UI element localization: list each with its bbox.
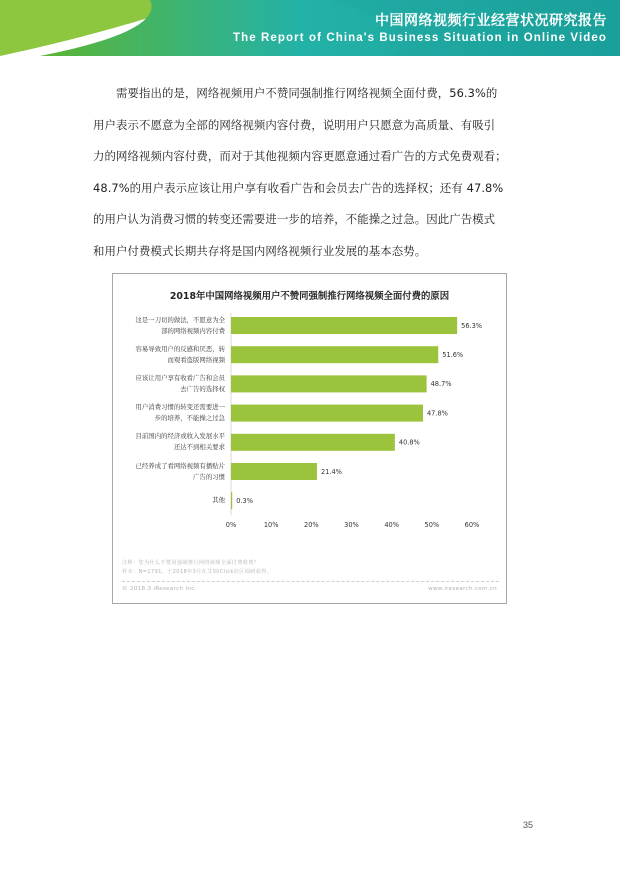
report-header bbox=[0, 0, 620, 56]
category-label-line: 部的网络视频内容付费 bbox=[161, 326, 225, 335]
category-label bbox=[116, 315, 225, 337]
body-line: 需要指出的是，网络视频用户不赞同强制推行网络视频全面付费，56.3%的 bbox=[116, 86, 498, 100]
data-label: 48.7% bbox=[430, 380, 452, 389]
data-label: 21.4% bbox=[320, 467, 342, 476]
x-tick-label: 60% bbox=[464, 521, 480, 529]
category-label bbox=[116, 402, 225, 424]
bar bbox=[231, 346, 438, 363]
body-line: 力的网络视频内容付费，而对于其他视频内容更愿意通过看广告的方式免费观看； bbox=[93, 149, 507, 163]
data-label: 0.3% bbox=[236, 497, 253, 505]
category-label-line: 步的培养，不能操之过急 bbox=[154, 414, 225, 423]
category-label-line: 用户消费习惯的转变还需要进一 bbox=[135, 403, 225, 412]
bar bbox=[231, 463, 317, 480]
report-title-cn: 中国网络视频行业经营状况研究报告 bbox=[375, 13, 607, 29]
x-tick-label: 10% bbox=[263, 521, 279, 529]
body-line: 用户表示不愿意为全部的网络视频内容付费，说明用户只愿意为高质量、有吸引 bbox=[93, 117, 496, 132]
data-label: 47.8% bbox=[426, 409, 448, 418]
data-label: 40.8% bbox=[398, 438, 420, 447]
category-label-line: 去广告的选择权 bbox=[180, 384, 225, 393]
x-tick-label: 30% bbox=[344, 521, 359, 529]
category-label bbox=[116, 344, 225, 366]
category-label bbox=[116, 461, 225, 483]
bar bbox=[231, 492, 232, 509]
report-title-en: The Report of China's Business Situation in Online Video bbox=[232, 32, 607, 44]
chart-title: 2018年中国网络视频用户不赞同强制推行网络视频全面付费的原因 bbox=[169, 291, 450, 302]
category-label-line: 容易导致用户的反感和厌恶，转 bbox=[135, 344, 225, 353]
body-line: 和用户付费模式长期共存将是国内网络视频行业发展的基本态势。 bbox=[93, 243, 427, 258]
x-tick-label: 40% bbox=[384, 521, 399, 529]
chart-note: 注释：您为什么不赞同强制推行网络视频全面付费收费？ bbox=[122, 560, 260, 566]
x-tick-label: 0% bbox=[225, 521, 237, 529]
category-label bbox=[116, 431, 225, 453]
website: www.iresearch.com.cn bbox=[428, 586, 497, 592]
chart-sample: 样本：N=1791，于2018年3月在艾瑞iClick社区调研获得。 bbox=[122, 569, 273, 575]
category-label-line: 其他 bbox=[212, 496, 225, 505]
data-label: 56.3% bbox=[461, 321, 483, 330]
category-label-line: 还达不到相关要求 bbox=[173, 443, 225, 452]
chart-figure bbox=[112, 273, 507, 604]
body-line: 48.7%的用户表示应该让用户享有收看广告和会员去广告的选择权；还有 47.8% bbox=[93, 180, 504, 195]
body-paragraph bbox=[93, 78, 543, 267]
divider bbox=[122, 581, 499, 582]
bar bbox=[231, 375, 427, 392]
data-label: 51.6% bbox=[442, 351, 464, 359]
category-label-line: 这是一刀切的做法，不愿意为全 bbox=[135, 315, 225, 324]
category-label-line: 而观看盗版网络视频 bbox=[167, 355, 225, 364]
bar bbox=[231, 405, 423, 422]
page-number: 35 bbox=[523, 820, 534, 830]
category-label bbox=[116, 495, 225, 506]
bar bbox=[231, 434, 395, 451]
category-label bbox=[116, 373, 225, 395]
body-line: 的用户认为消费习惯的转变还需要进一步的培养，不能操之过急。因此广告模式 bbox=[93, 212, 496, 226]
category-label-line: 已经养成了看网络视频有播贴片 bbox=[135, 461, 225, 470]
x-tick-label: 50% bbox=[424, 521, 440, 529]
x-tick-label: 20% bbox=[304, 521, 319, 529]
bar bbox=[231, 317, 457, 334]
category-label-line: 应该让用户享有收看广告和会员 bbox=[135, 373, 225, 382]
copyright: © 2018.3 iResearch Inc. bbox=[122, 586, 197, 592]
category-label-line: 目前国内的经济或收入发展水平 bbox=[135, 432, 225, 441]
category-label-line: 广告的习惯 bbox=[193, 472, 225, 481]
